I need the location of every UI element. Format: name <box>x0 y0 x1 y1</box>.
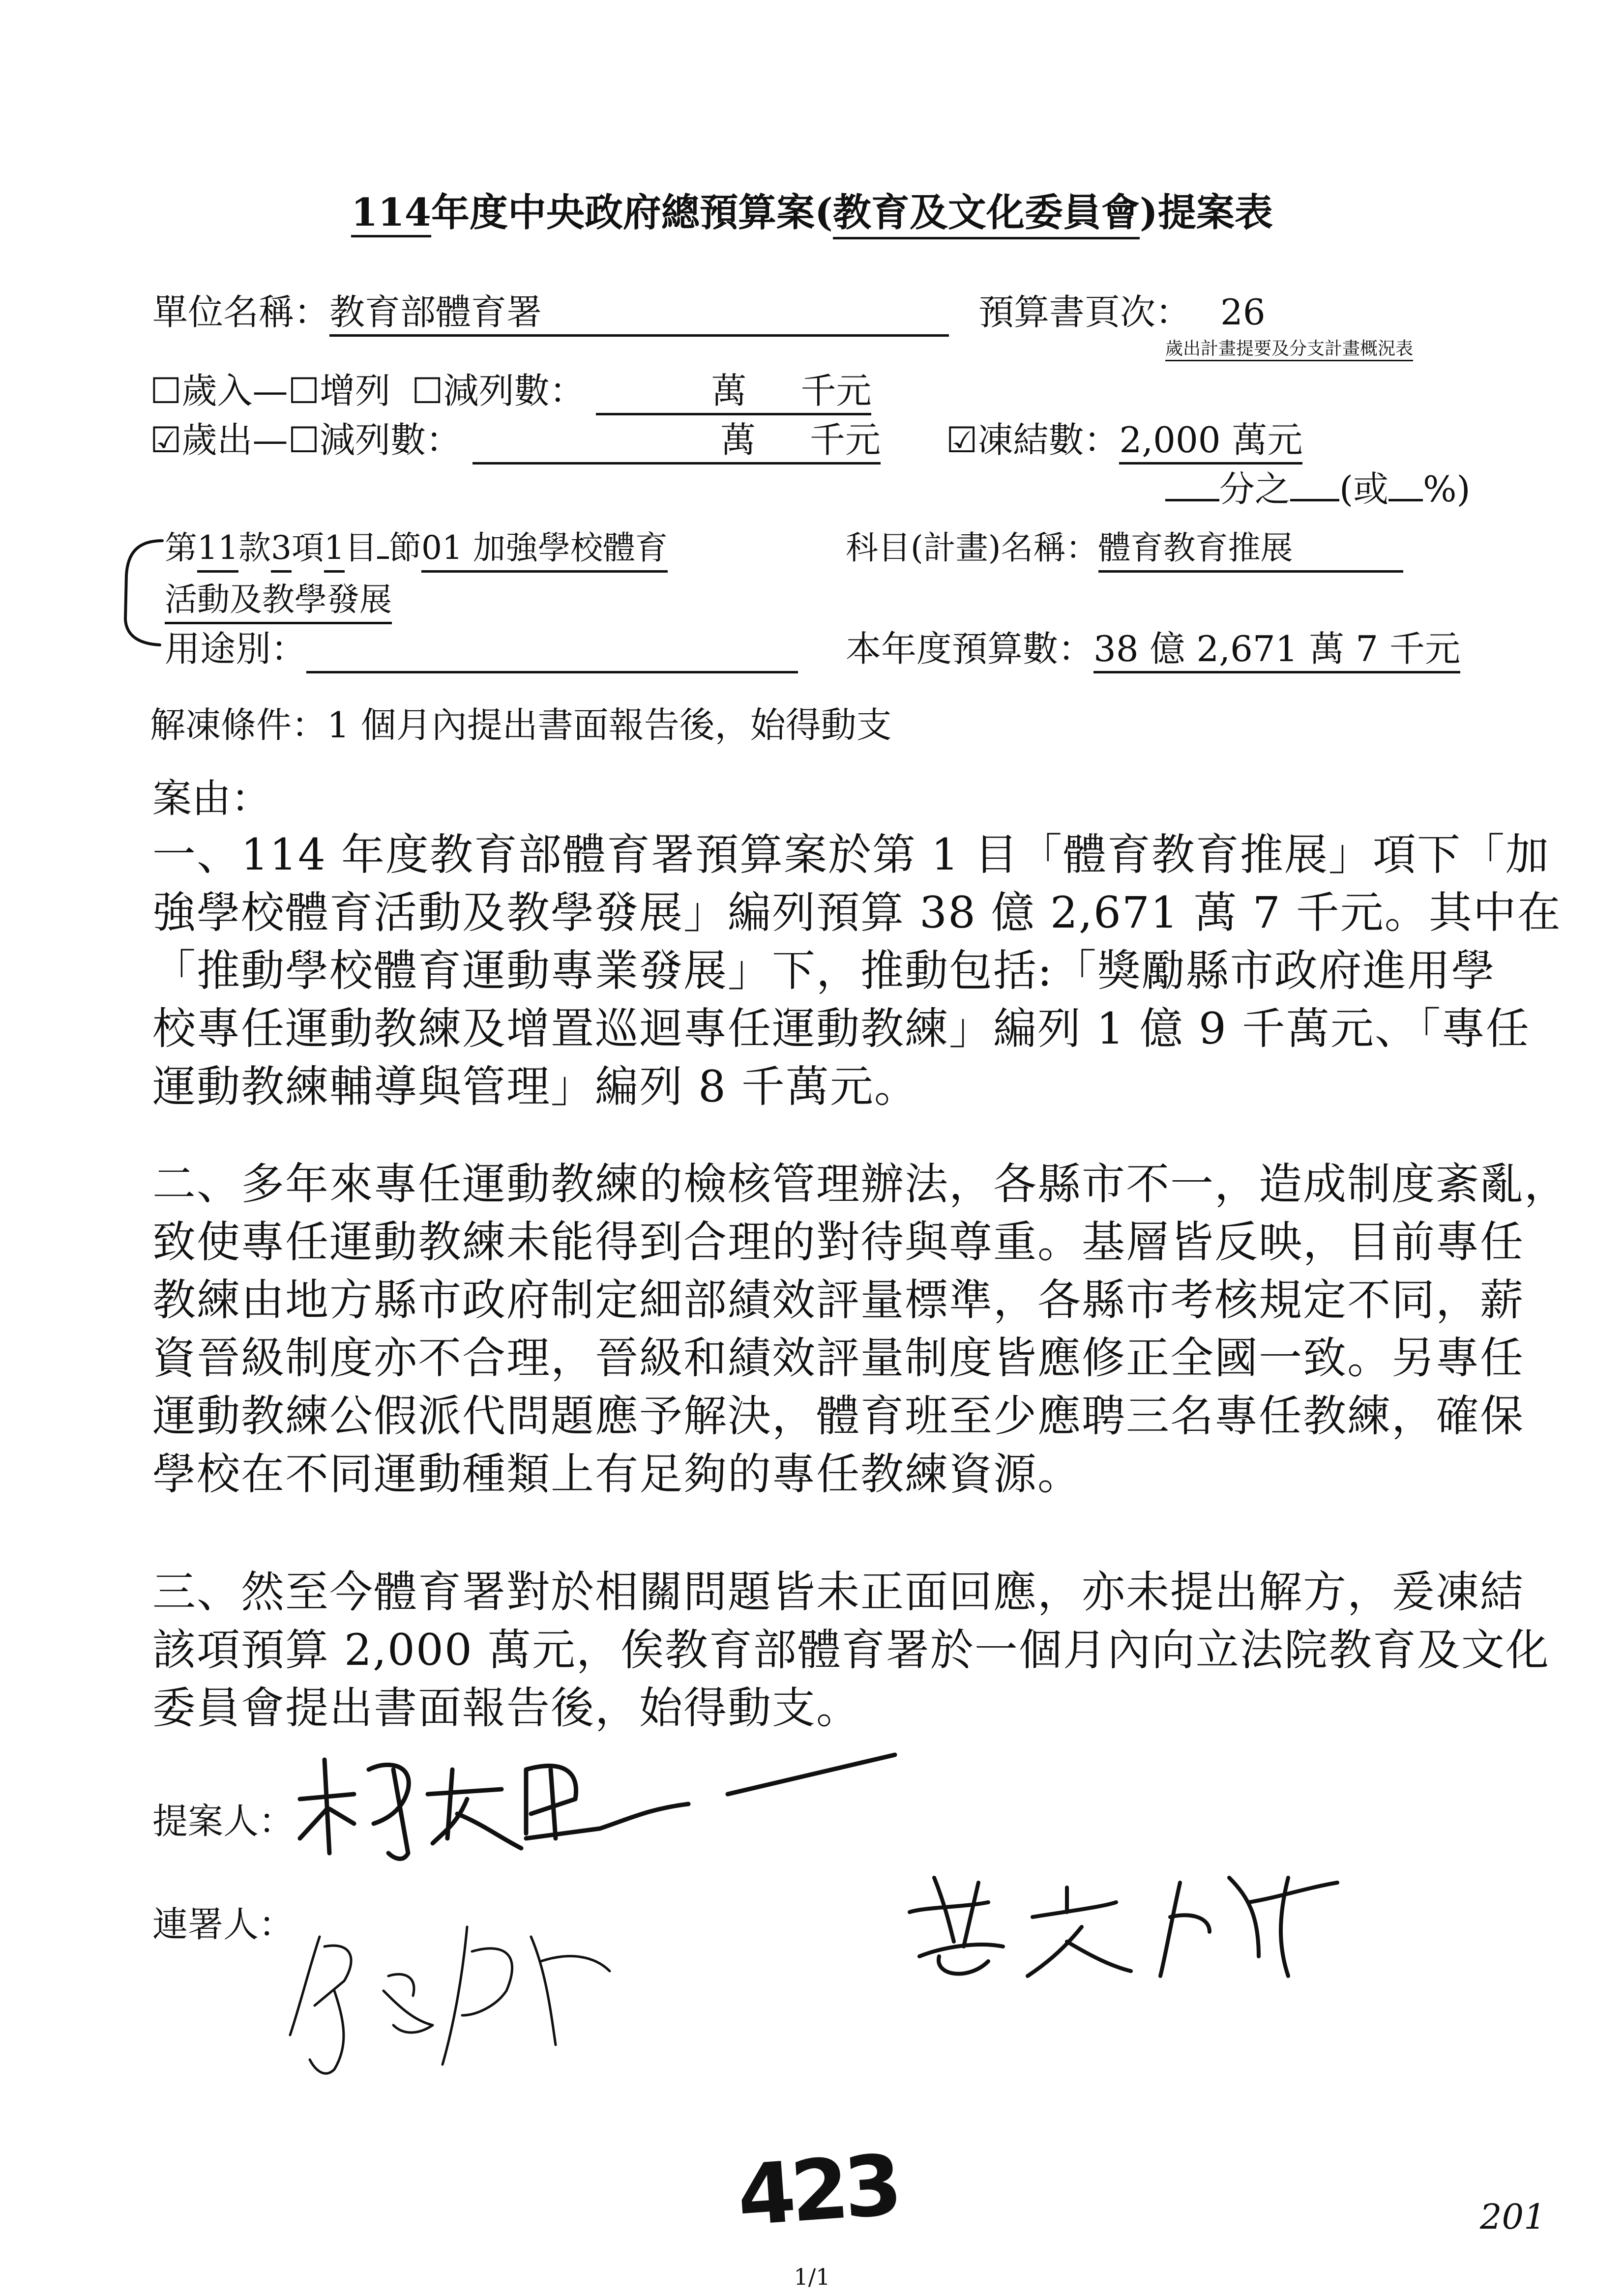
cosigner-signature-left <box>275 1907 629 2104</box>
reason-paragraph-2: 二、多年來專任運動教練的檢核管理辦法，各縣市不一，造成制度紊亂， 致使專任運動教練未能得到合理的對待與尊重。基層皆反映，目前專任 教練由地方縣市政府制定細部績效評量標準，各縣市考核規定不同，薪 資晉級制度亦不合理，晉級和績效評量制度皆應修正全國一致。另專任 運動教練公假派代問題應予解決，體育班至少應聘三名專任教練，確保 學校在不同運動種類上有足夠的專任教練資源。 <box>152 1159 1569 1499</box>
form-title: 114年度中央政府總預算案(教育及文化委員會)提案表 <box>0 182 1624 239</box>
freeze-amount: 2,000 萬元 <box>1119 418 1302 465</box>
usage-row: 用途別： <box>165 627 798 673</box>
bracket-mark <box>120 536 165 649</box>
cosigner-signature-right <box>905 1858 1377 1986</box>
checkbox-expense-decrease[interactable]: ☐ <box>288 419 320 461</box>
checkbox-freeze[interactable]: ☑ <box>945 419 978 461</box>
corner-number: 201 <box>1480 2197 1546 2237</box>
handwritten-number: 423 <box>734 2136 901 2245</box>
annual-budget-row: 本年度預算數：38 億 2,671 萬 7 千元 <box>846 627 1460 673</box>
revenue-row: ☐歲入—☐增列 ☐減列數： 萬 千元 <box>150 369 871 415</box>
reason-label: 案由： <box>152 776 270 821</box>
reason-paragraph-3: 三、然至今體育署對於相關問題皆未正面回應，亦未提出解方，爰凍結 該項預算 2,000 萬元，俟教育部體育署於一個月內向立法院教育及文化 委員會提出書面報告後，始得動支。 <box>152 1567 1550 1733</box>
item-name-continued: 活動及教學發展 <box>165 578 392 624</box>
expense-row: ☑歲出—☐減列數： 萬 千元 ☑凍結數：2,000 萬元 <box>150 418 1302 465</box>
proposer-signature <box>295 1740 910 1868</box>
cosigner-label: 連署人： <box>152 1904 295 1945</box>
subject-row: 科目(計畫)名稱：體育教育推展 <box>846 526 1403 573</box>
budget-page-note: 歲出計畫提要及分支計畫概況表 <box>1165 338 1413 361</box>
item-row: 第11款3項1目 節01 加強學校體育 <box>165 526 668 573</box>
unfreeze-condition: 解凍條件：1 個月內提出書面報告後，始得動支 <box>150 704 892 746</box>
checkbox-increase[interactable]: ☐ <box>288 370 320 411</box>
page-footer: 1/1 <box>794 2264 830 2290</box>
unit-name-value: 教育部體育署 <box>329 290 949 337</box>
checkbox-revenue[interactable]: ☐ <box>150 370 182 411</box>
budget-page-row: 預算書頁次： 26 <box>978 291 1266 333</box>
proposer-label: 提案人： <box>152 1801 295 1842</box>
checkbox-decrease[interactable]: ☐ <box>412 370 443 411</box>
reason-paragraph-1: 一、114 年度教育部體育署預算案於第 1 目「體育教育推展」項下「加 強學校體育活動及教學發展」編列預算 38 億 2,671 萬 7 千元。其中在 「推動學校體育運動專業發展」下，推動包括:「獎勵縣市政府進用學 校專任運動教練及增置巡迴專任運動教練」編列 1 億 9 千萬元、「專任 運動教練輔導與管理」編列 8 千萬元。 <box>152 829 1562 1112</box>
checkbox-expense[interactable]: ☑ <box>150 419 182 461</box>
fraction-row: 分之 (或 %) <box>1165 467 1471 511</box>
unit-name-row: 單位名稱：教育部體育署 <box>152 290 949 337</box>
